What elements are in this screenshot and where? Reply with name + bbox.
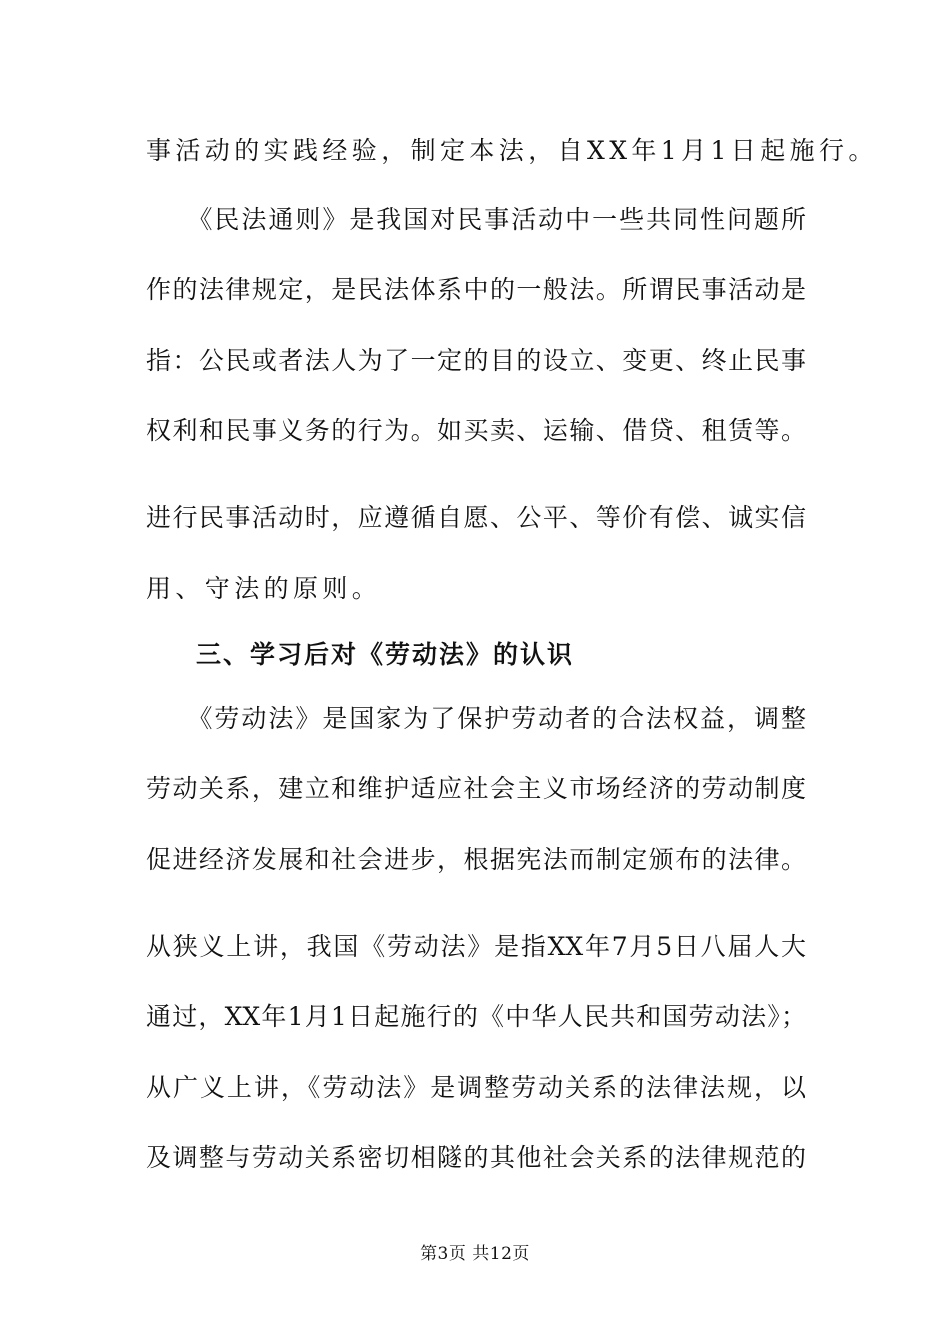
body-line-8: 《劳动法》是国家为了保护劳动者的合法权益，调整 bbox=[146, 704, 806, 733]
body-line-6: 进行民事活动时，应遵循自愿、公平、等价有偿、诚实信 bbox=[146, 503, 806, 532]
body-line-2: 《民法通则》是我国对民事活动中一些共同性问题所 bbox=[146, 205, 806, 234]
body-line-12: 通过，XX年1月1日起施行的《中华人民共和国劳动法》； bbox=[146, 1002, 806, 1031]
body-line-5: 权利和民事义务的行为。如买卖、运输、借贷、租赁等。 bbox=[146, 416, 806, 445]
body-line-4: 指：公民或者法人为了一定的目的设立、变更、终止民事 bbox=[146, 346, 806, 375]
section-heading: 三、学习后对《劳动法》的认识 bbox=[196, 640, 575, 669]
body-line-9: 劳动关系，建立和维护适应社会主义市场经济的劳动制度 bbox=[146, 774, 806, 803]
body-line-3: 作的法律规定，是民法体系中的一般法。所谓民事活动是 bbox=[146, 275, 806, 304]
body-line-14: 及调整与劳动关系密切相隧的其他社会关系的法律规范的 bbox=[146, 1143, 806, 1172]
page-number-footer: 第3页 共12页 bbox=[420, 1244, 530, 1264]
body-line-11: 从狭义上讲，我国《劳动法》是指XX年7月5日八届人大 bbox=[146, 932, 806, 961]
body-line-10: 促进经济发展和社会进步，根据宪法而制定颁布的法律。 bbox=[146, 845, 806, 874]
body-line-13: 从广义上讲，《劳动法》是调整劳动关系的法律法规，以 bbox=[146, 1073, 806, 1102]
body-line-7: 用、守法的原则。 bbox=[146, 574, 382, 603]
body-line-1: 事活动的实践经验，制定本法，自XX年1月1日起施行。 bbox=[146, 136, 878, 165]
